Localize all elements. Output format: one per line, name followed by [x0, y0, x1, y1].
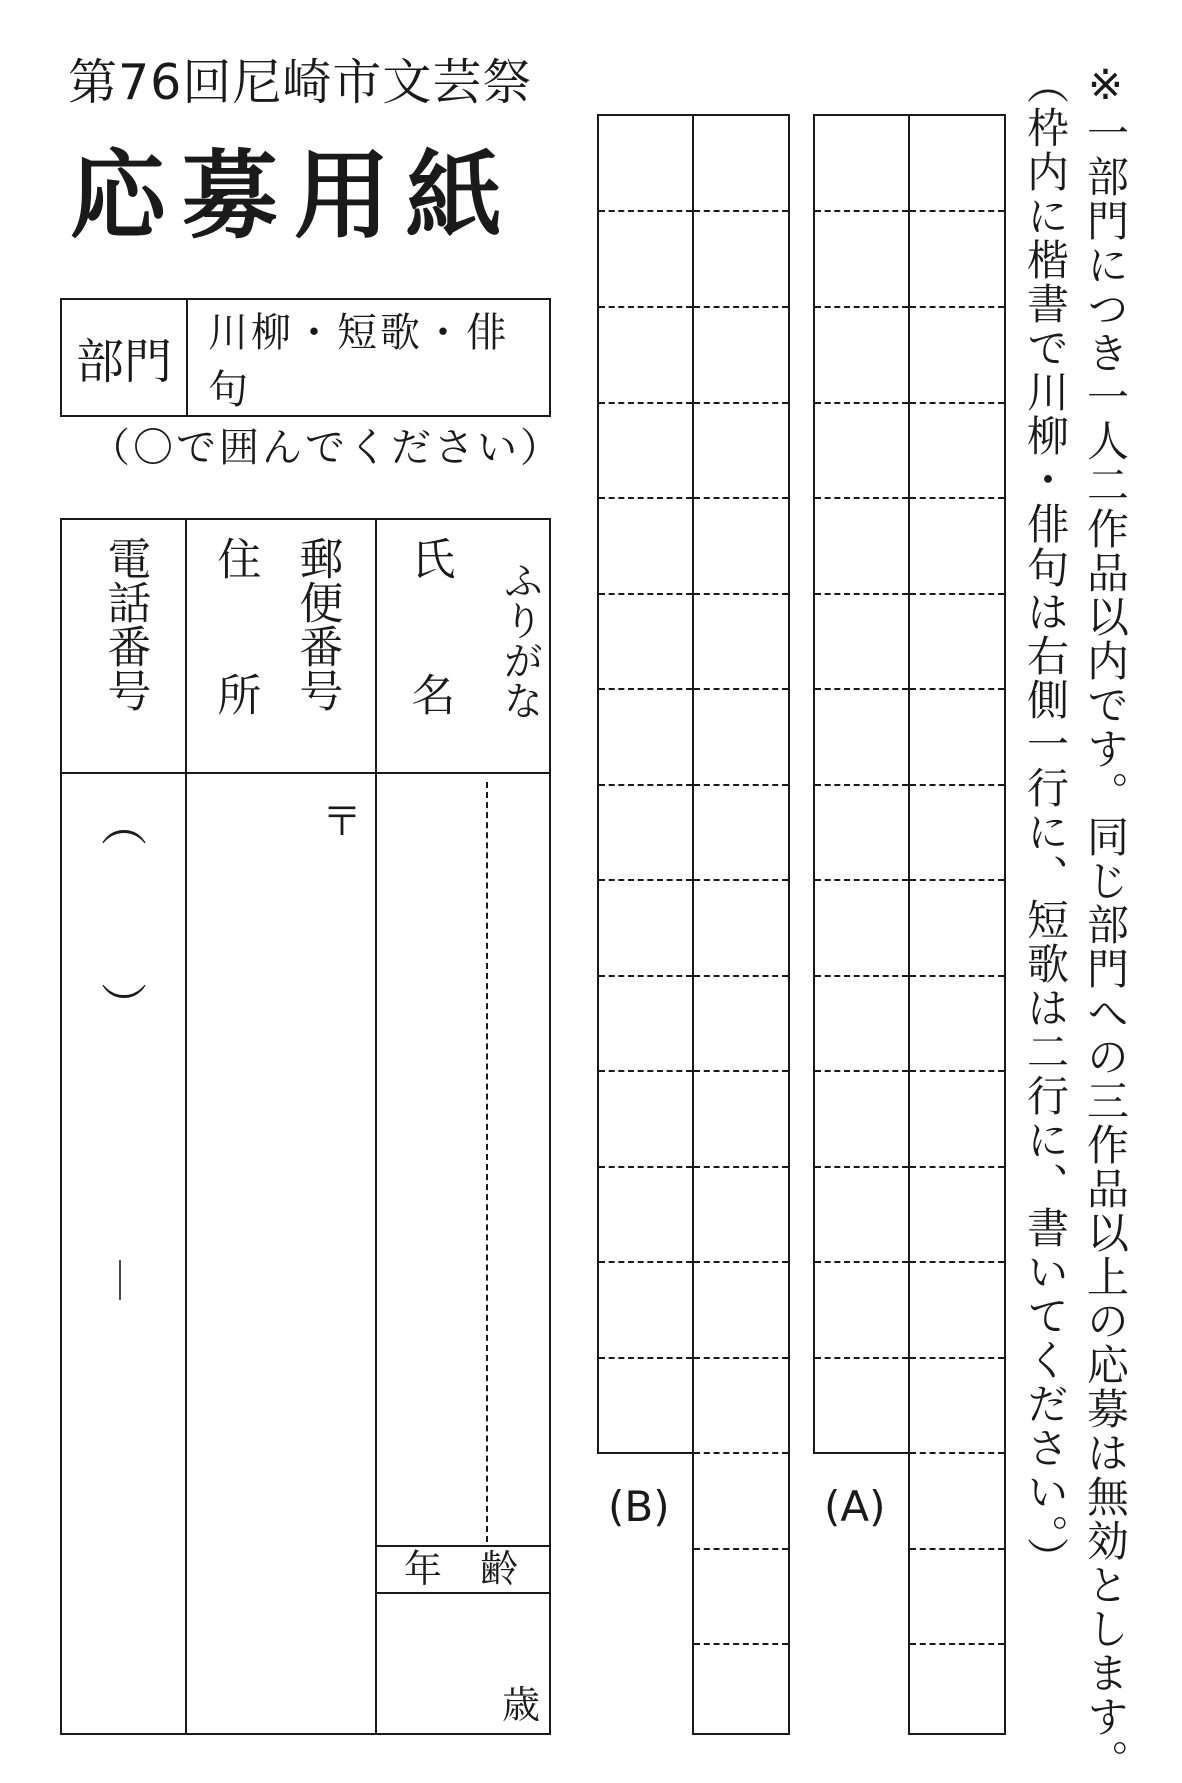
age-unit: 歳: [502, 1683, 541, 1727]
entry-a-right-column[interactable]: [908, 114, 1006, 1735]
note-line-1: ※一部門につき一人二作品以内です。同じ部門への三作品以上の応募は無効とします。: [1081, 60, 1130, 1783]
furigana-label: ふりがな: [497, 560, 543, 720]
department-label: 部門: [62, 300, 188, 415]
department-instruction: （〇で囲んでください）: [90, 425, 563, 471]
department-options[interactable]: 川柳・短歌・俳句: [208, 309, 509, 413]
phone-close-paren: ）: [94, 982, 148, 1028]
address-field[interactable]: [187, 774, 375, 1733]
entry-b-right-column[interactable]: [692, 114, 790, 1735]
phone-field[interactable]: [62, 774, 185, 1733]
phone-dash: ｜: [100, 1259, 140, 1305]
address-label: 住所: [209, 536, 261, 808]
phone-open-paren: （: [94, 800, 148, 846]
name-label: 氏名: [403, 536, 455, 808]
name-field[interactable]: [377, 774, 486, 1545]
entry-b-label: (B): [608, 1482, 670, 1531]
furigana-field[interactable]: [488, 774, 549, 1545]
event-subtitle: 第76回尼崎市文芸祭: [68, 54, 533, 111]
age-label: 年 齢: [404, 1547, 519, 1591]
department-box: [60, 298, 551, 417]
entry-a-left-column[interactable]: [813, 114, 910, 1454]
postal-label: 郵便番号: [291, 536, 343, 712]
postal-mark: 〒: [322, 799, 362, 845]
entry-b-left-column[interactable]: [597, 114, 694, 1454]
page-title: 応募用紙: [70, 140, 518, 252]
info-table: [60, 518, 551, 1735]
phone-label: 電話番号: [99, 536, 151, 712]
note-line-2: （枠内に楷書で川柳・俳句は右側一行に、短歌は二行に、書いてください。）: [1021, 62, 1070, 1581]
entry-a-label: (A): [824, 1482, 886, 1531]
